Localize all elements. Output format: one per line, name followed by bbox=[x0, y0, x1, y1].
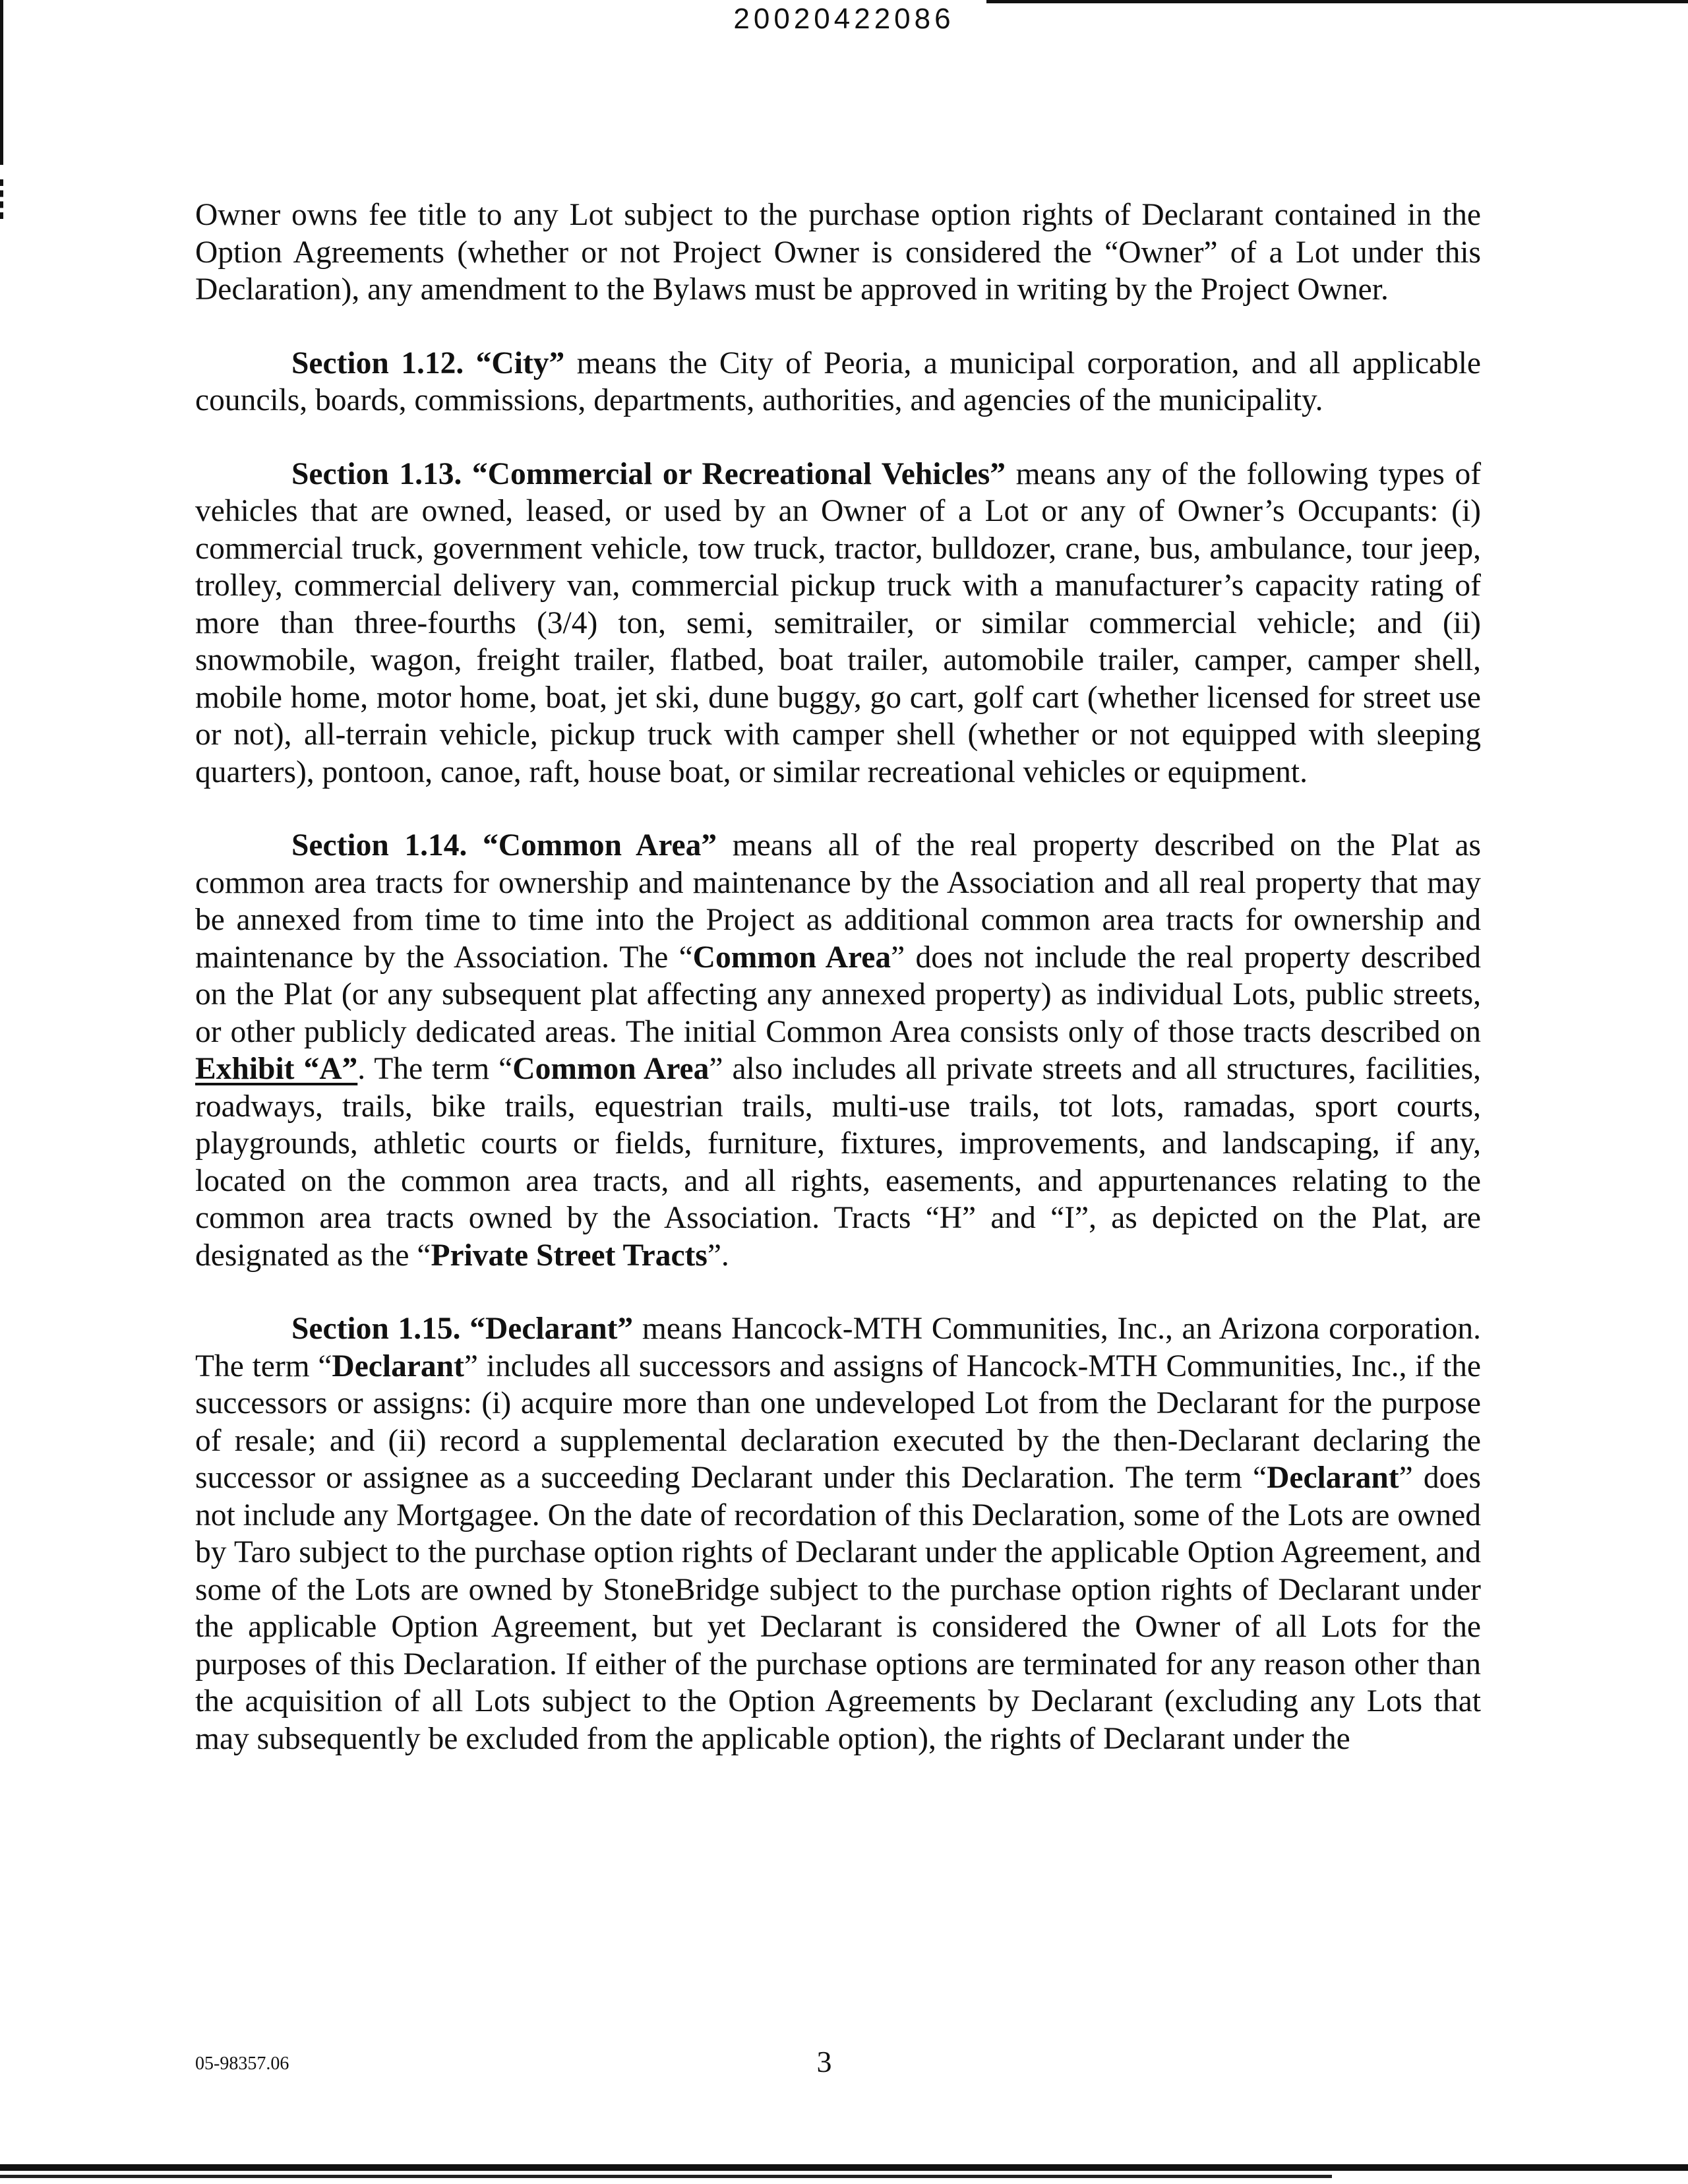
section-1-13 bbox=[195, 456, 1481, 791]
section-1-12-term: “City” bbox=[475, 346, 565, 380]
section-1-14-text-3: . The term “ bbox=[357, 1052, 513, 1086]
section-1-14 bbox=[195, 827, 1481, 1274]
exhibit-a-reference: Exhibit “A” bbox=[195, 1052, 358, 1086]
section-1-15-term-3: Declarant bbox=[1267, 1461, 1399, 1495]
section-1-15 bbox=[195, 1310, 1481, 1757]
section-1-14-text-1: means all of the real property described on the Plat as common area tracts for ownership and maintenance by the Association and all real property that may be annexed from time to time into the Project as additional common area tracts for ownership and maintenance by the Association. The “ bbox=[195, 828, 1482, 975]
scan-border-bottom-secondary bbox=[0, 2175, 1332, 2178]
section-1-15-text-2: ” includes all successors and assigns of Hancock-MTH Communities, Inc., if the successors or assigns: (i) acquire more than one undeveloped Lot from the Declarant for the purpose of resale; and (ii) record a supplemental declaration executed by the then-Declarant declaring the successor or assignee as a succeeding Declarant under this Declaration. The term “ bbox=[195, 1349, 1481, 1495]
document-body bbox=[195, 197, 1481, 1794]
section-1-15-text-3: ” does not include any Mortgagee. On the date of recordation of this Declaration, some of the Lots are owned by Taro subject to the purchase option rights of Declarant under the applicable Option Agreement, and some of the Lots are owned by StoneBridge subject to the purchase option rights of Declarant under the applicable Option Agreement, but yet Declarant is considered the Owner of all Lots for the purposes of this Declaration. If either of the purchase options are terminated for any reason other than the acquisition of all Lots subject to the Option Agreements by Declarant (excluding any Lots that may subsequently be excluded from the applicable option), the rights of Declarant under the bbox=[195, 1461, 1481, 1756]
section-1-14-text-5: ”. bbox=[707, 1238, 729, 1273]
section-1-12 bbox=[195, 345, 1481, 419]
document-number: 20020422086 bbox=[733, 3, 955, 35]
scan-border-bottom bbox=[0, 2164, 1688, 2171]
section-1-15-number: Section 1.15. bbox=[291, 1312, 461, 1346]
section-1-14-term: “Common Area” bbox=[482, 828, 717, 863]
section-1-12-text: means the City of Peoria, a municipal corporation, and all applicable councils, boards, commissions, departments, authorities, and agencies of the municipality. bbox=[195, 346, 1482, 417]
section-1-15-term-2: Declarant bbox=[332, 1349, 464, 1383]
section-1-13-number: Section 1.13. bbox=[291, 456, 462, 491]
section-1-13-term: “Commercial or Recreational Vehicles” bbox=[471, 456, 1006, 491]
intro-paragraph: Owner owns fee title to any Lot subject to the purchase option rights of Declarant contained in the Option Agreements (whether or not Project Owner is considered the “Owner” of a Lot under this Declaration), any amendment to the Bylaws must be approved in writing by the Project Owner. bbox=[195, 198, 1481, 307]
section-1-13-text: means any of the following types of vehicles that are owned, leased, or used by an Owner of a Lot or any of Owner’s Occupants: (i) commercial truck, government vehicle, tow truck, tractor, bulldozer, crane, bus, ambulance, tour jeep, trolley, commercial delivery van, commercial pickup truck with a manufacturer’s capacity rating of more than three-fourths (3/4) ton, semi, semitrailer, or similar commercial vehicle; and (ii) snowmobile, wagon, freight trailer, flatbed, boat trailer, automobile trailer, camper, camper shell, mobile home, motor home, boat, jet ski, dune buggy, go cart, golf cart (whether licensed for street use or not), all-terrain vehicle, pickup truck with camper shell (whether or not equipped with sleeping quarters), pontoon, canoe, raft, house boat, or similar recreational vehicles or equipment. bbox=[195, 456, 1482, 789]
section-1-15-term: “Declarant” bbox=[469, 1312, 634, 1346]
section-1-14-term-4: Private Street Tracts bbox=[431, 1238, 708, 1273]
footer-document-code: 05-98357.06 bbox=[195, 2053, 289, 2074]
scan-edge-marks bbox=[0, 179, 7, 219]
section-1-12-number: Section 1.12. bbox=[291, 346, 464, 380]
section-1-14-number: Section 1.14. bbox=[291, 828, 467, 863]
section-1-14-term-3: Common Area bbox=[512, 1052, 709, 1086]
page-number: 3 bbox=[816, 2045, 832, 2078]
section-1-14-term-2: Common Area bbox=[692, 940, 891, 975]
section-1-14-text-4: ” also includes all private streets and all structures, facilities, roadways, trails, bike trails, equestrian trails, multi-use trails, tot lots, ramadas, sport courts, playgrounds, athletic courts or fields, furniture, fixtures, improvements, and landscaping, if any, located on the common area tracts, and all rights, easements, and appurtenances relating to the common area tracts owned by the Association. Tracts “H” and “I”, as depicted on the Plat, are designated as the “ bbox=[195, 1052, 1481, 1273]
section-1-15-text-1: means Hancock-MTH Communities, Inc., an Arizona corporation. The term “ bbox=[195, 1312, 1482, 1383]
section-1-14-text-2: ” does not include the real property described on the Plat (or any subsequent plat affecting any annexed property) as individual Lots, public streets, or other publicly dedicated areas. The initial Common Area consists only of those tracts described on bbox=[195, 940, 1481, 1049]
